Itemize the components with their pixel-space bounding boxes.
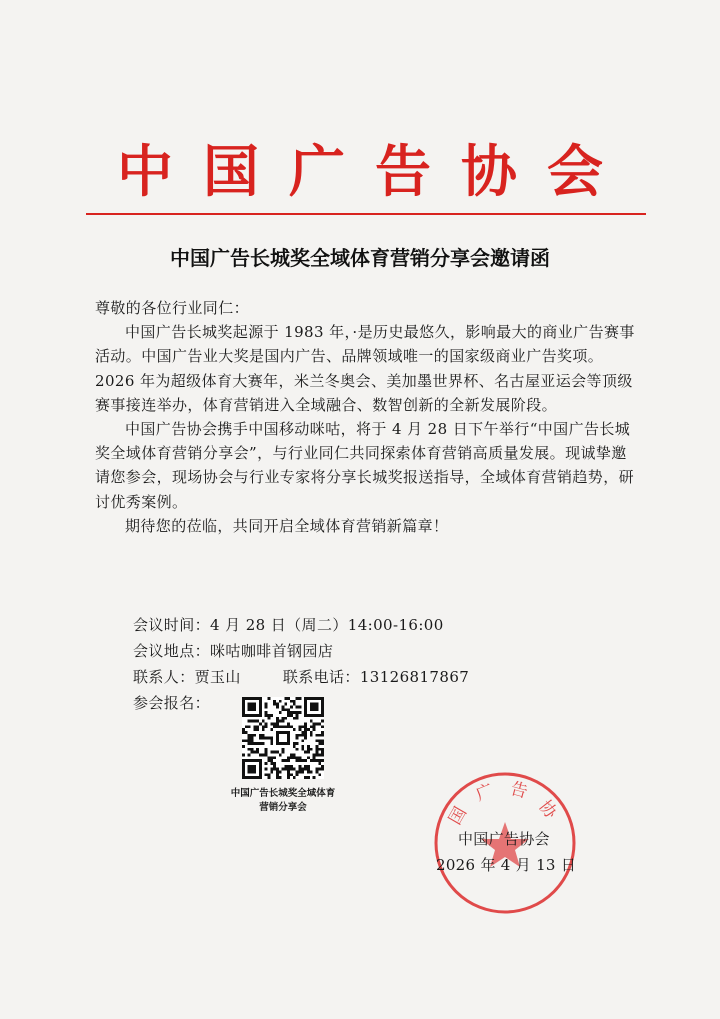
paragraph-intro: 中国广告长城奖起源于 1983 年，·是历史最悠久，影响最大的商业广告赛事活动。中国广告业大奖是国内广告、品牌领域唯一的国家级商业广告奖项。2026 年为超级体育大赛年，米兰冬奥会、美加墨世界杯、名古屋亚运会等顶级赛事接连举办，体育营销进入全域融合、数智创新的全新发展阶段。 <box>95 323 635 414</box>
seal-character: 告 <box>508 778 530 803</box>
document-title: 中国广告长城奖全域体育营销分享会邀请函 <box>170 246 550 270</box>
signature-org: 中国广告协会 <box>458 830 550 848</box>
contact-label: 联系人： <box>133 668 195 686</box>
meeting-time-value: 4 月 28 日（周二）14:00-16:00 <box>210 616 444 634</box>
org-letterhead: 中国广告协会 <box>117 139 633 205</box>
letterhead-divider <box>86 213 646 215</box>
phone-label: 联系电话： <box>282 668 360 686</box>
meeting-place-label: 会议地点： <box>133 642 211 660</box>
seal-character: 国 <box>445 803 472 829</box>
qr-caption <box>218 787 348 815</box>
paragraph-closing: 期待您的莅临，共同开启全域体育营销新篇章！ <box>125 516 449 535</box>
meeting-place-row <box>133 638 469 664</box>
paragraph-event: 中国广告协会携手中国移动咪咕，将于 4 月 28 日下午举行“中国广告长城奖全域体育营销分享会”，与行业同仁共同探索体育营销高质量发展。现诚挚邀请您参会，现场协会与行业专家将分享长城奖报送指导，全域体育营销趋势，研讨优秀案例。 <box>95 420 635 511</box>
signature-date: 2026 年 4 月 13 日 <box>436 856 577 874</box>
phone-value: 13126817867 <box>359 668 470 686</box>
signup-label: 参会报名： <box>133 694 211 712</box>
qr-caption-line1: 中国广告长城奖全域体育 <box>230 788 336 799</box>
signature-block <box>436 826 576 878</box>
meeting-time-label: 会议时间： <box>133 616 211 634</box>
contact-value: 贾玉山 <box>194 668 241 686</box>
meeting-time-row <box>133 612 469 638</box>
greeting: 尊敬的各位行业同仁： <box>95 299 250 317</box>
contact-row <box>133 664 469 690</box>
qr-caption-line2: 营销分享会 <box>259 802 307 813</box>
signup-qr-code[interactable] <box>242 697 324 779</box>
letter-body <box>95 296 640 538</box>
meeting-place-value: 咪咕咖啡首钢园店 <box>210 642 334 660</box>
seal-character: 协 <box>534 796 561 823</box>
seal-character: 广 <box>473 780 497 806</box>
